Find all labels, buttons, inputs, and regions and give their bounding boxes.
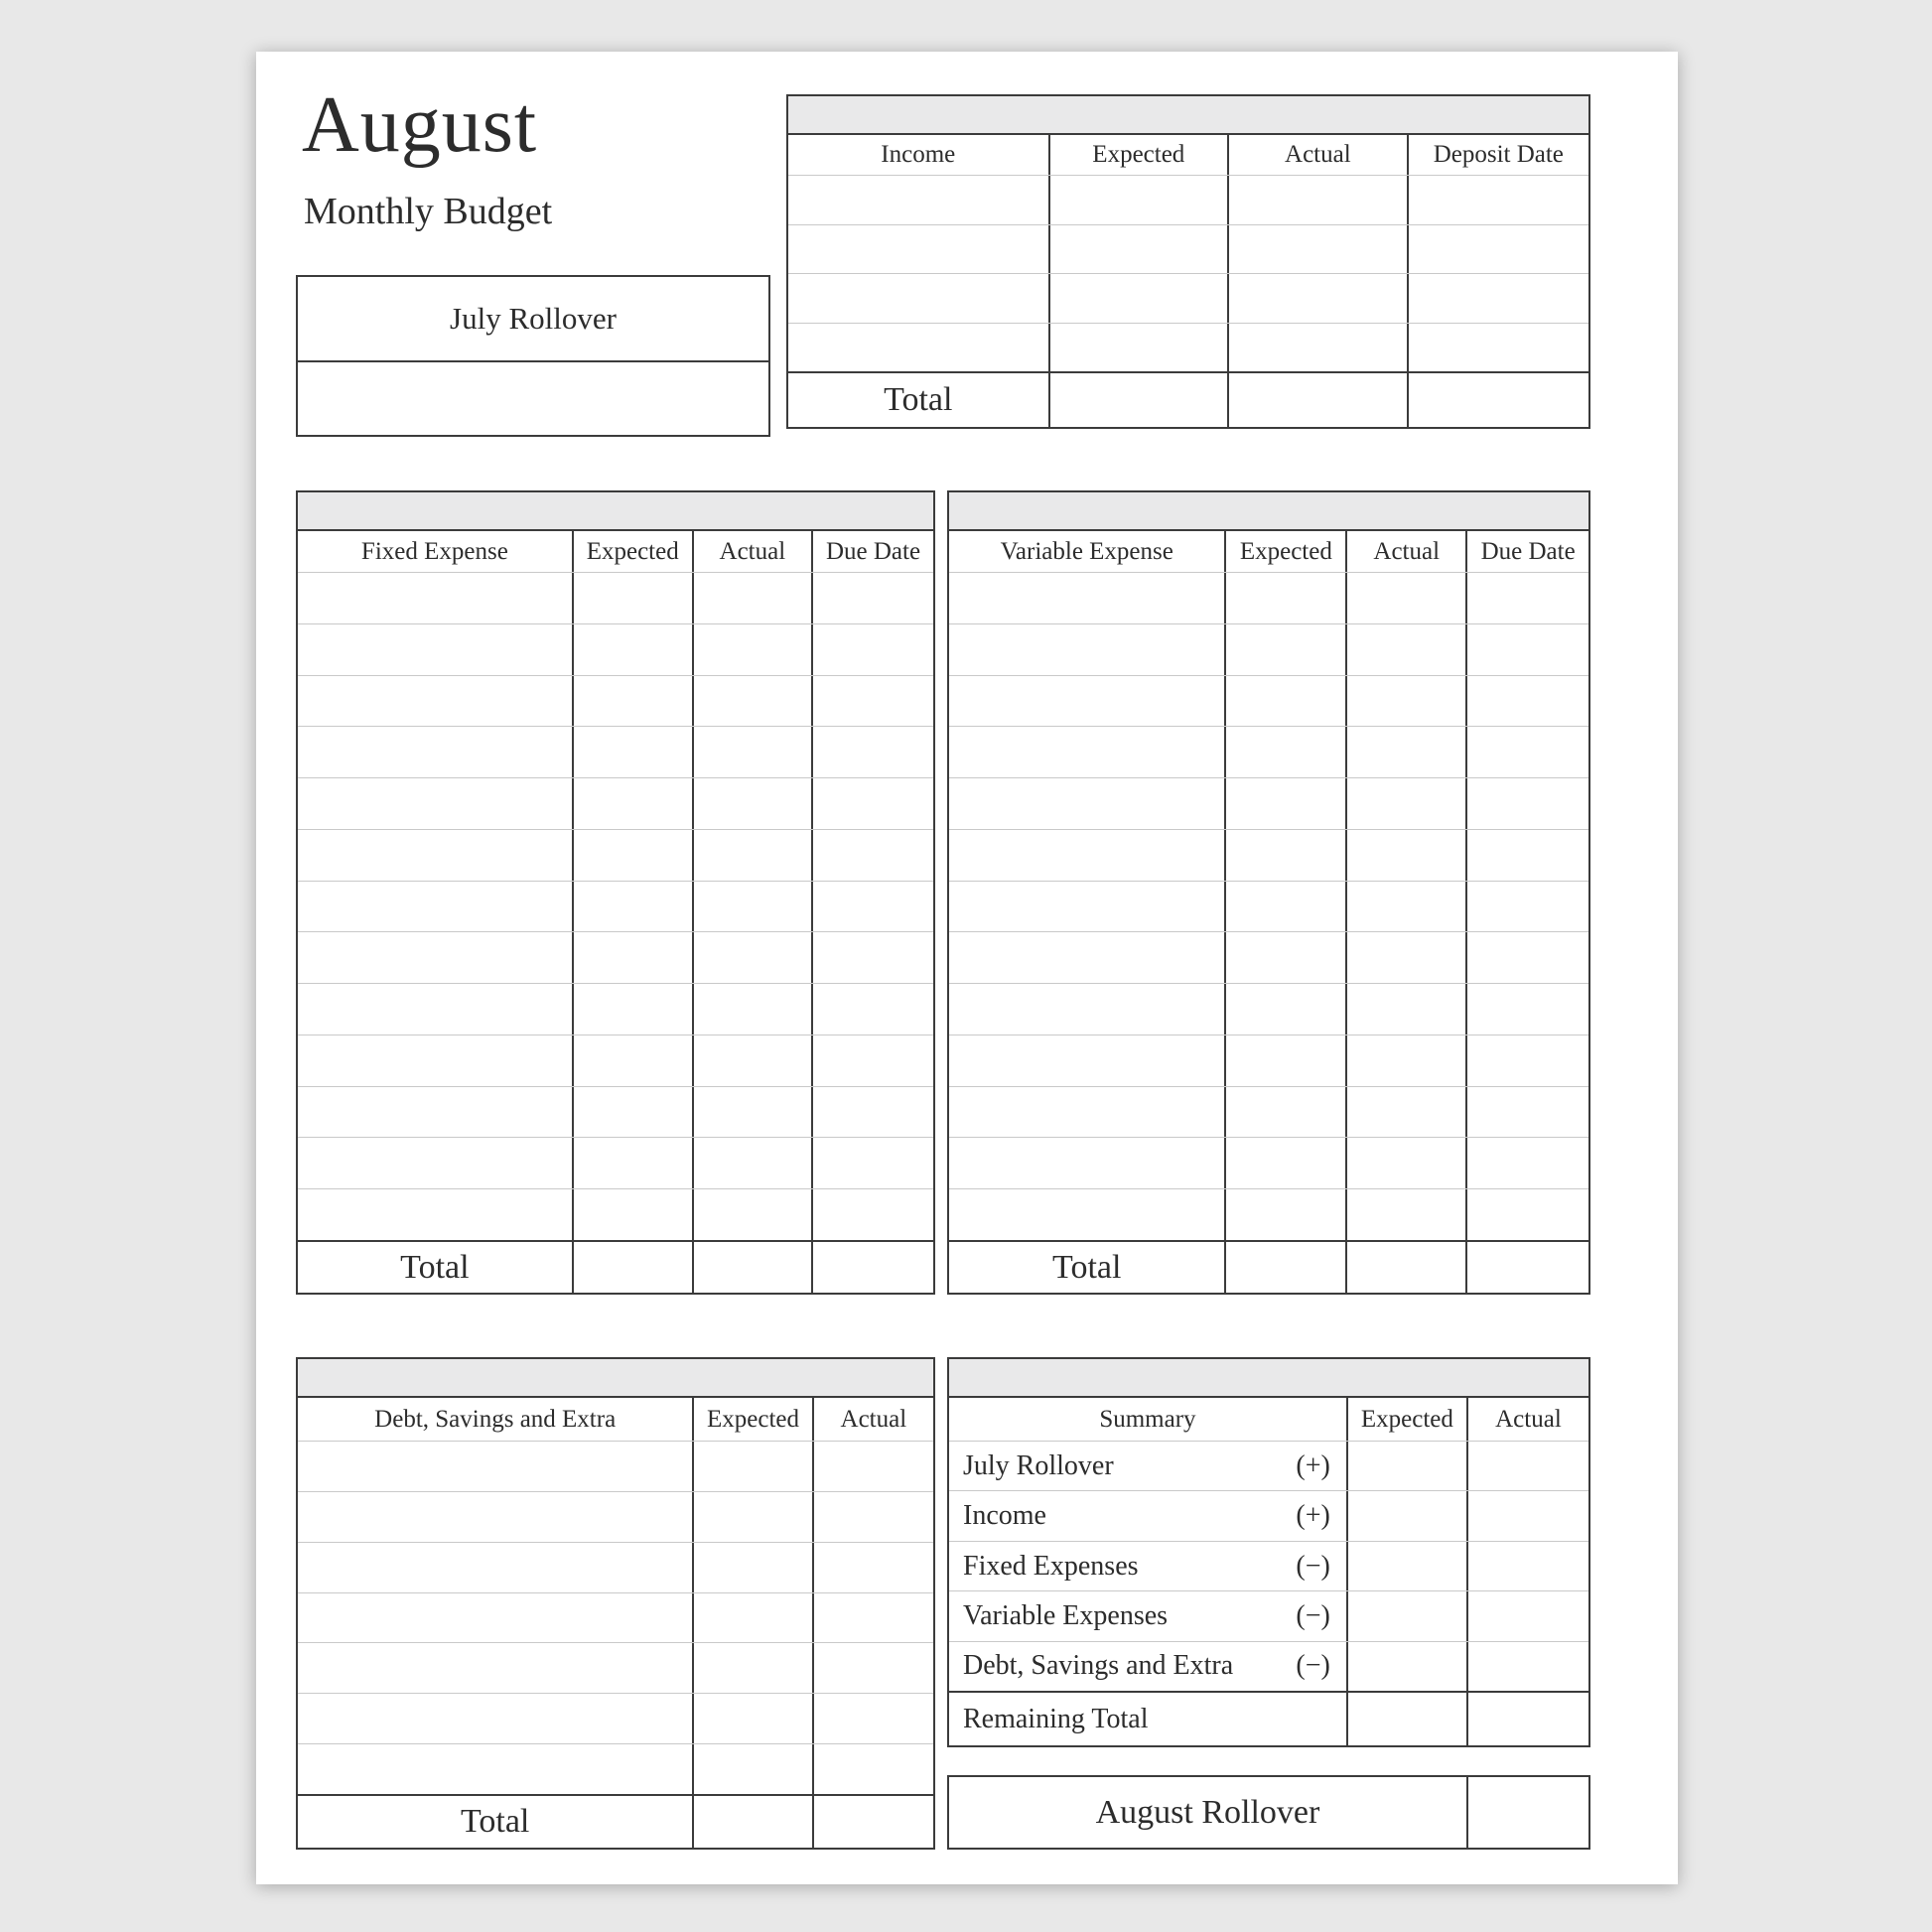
input-cell — [298, 830, 574, 881]
column-header-debt-savings-extra: Debt, Savings and Extra — [298, 1398, 694, 1441]
column-header-income: Income — [788, 135, 1050, 175]
input-cell — [298, 984, 574, 1035]
total-label: Total — [298, 1242, 574, 1293]
table-row — [298, 676, 933, 728]
input-cell — [813, 830, 933, 881]
input-cell — [298, 778, 574, 829]
table-row — [298, 573, 933, 624]
total-value-cell — [694, 1796, 813, 1848]
column-header-actual: Actual — [1347, 531, 1467, 572]
input-cell — [1226, 624, 1347, 675]
input-cell — [1468, 1693, 1588, 1745]
table-row — [298, 1593, 933, 1644]
total-label: Total — [298, 1796, 694, 1848]
table-row — [298, 1087, 933, 1139]
input-cell — [1409, 274, 1588, 323]
input-cell — [949, 1087, 1226, 1138]
column-header-due-date: Due Date — [825, 537, 921, 565]
summary-row-sign: (+) — [1296, 1449, 1330, 1481]
input-cell — [1467, 727, 1588, 777]
table-row — [949, 984, 1588, 1035]
table-row — [949, 882, 1588, 933]
table-row — [298, 1694, 933, 1744]
summary-rows — [949, 1442, 1588, 1691]
input-cell — [949, 882, 1226, 932]
input-cell — [813, 1138, 933, 1188]
input-cell — [949, 1035, 1226, 1086]
input-cell — [788, 225, 1050, 274]
table-row — [949, 676, 1588, 728]
input-cell — [1226, 573, 1347, 623]
summary-row — [949, 1642, 1588, 1691]
summary-row-label: Variable Expenses — [963, 1599, 1169, 1631]
debt-table-header-row — [298, 1398, 933, 1442]
input-cell — [574, 1138, 694, 1188]
income-table-header-band — [788, 96, 1588, 135]
input-cell — [574, 676, 694, 727]
input-cell — [1050, 274, 1230, 323]
column-header-actual: Actual — [1229, 135, 1409, 175]
input-cell — [298, 1442, 694, 1491]
table-row — [788, 176, 1588, 225]
input-cell — [1347, 1035, 1467, 1086]
input-cell — [788, 324, 1050, 372]
input-cell — [814, 1643, 933, 1693]
column-header-expected: Expected — [1348, 1398, 1468, 1441]
column-header-expected: Expected — [1050, 135, 1230, 175]
input-cell — [1468, 1542, 1588, 1590]
table-row — [788, 274, 1588, 324]
input-cell — [298, 1643, 694, 1693]
input-cell — [298, 1035, 574, 1086]
fixed-expense-table — [296, 490, 935, 1295]
input-cell — [949, 778, 1226, 829]
input-cell — [574, 830, 694, 881]
table-row — [298, 727, 933, 778]
fixed-table-rows — [298, 573, 933, 1240]
input-cell — [949, 830, 1226, 881]
input-cell — [813, 778, 933, 829]
input-cell — [694, 1087, 813, 1138]
input-cell — [694, 1593, 813, 1643]
summary-row-label-cell — [949, 1642, 1348, 1691]
summary-row-sign: (−) — [1296, 1550, 1330, 1582]
summary-row — [949, 1591, 1588, 1641]
table-row — [949, 1189, 1588, 1240]
input-cell — [949, 573, 1226, 623]
input-cell — [694, 573, 813, 623]
income-table-rows — [788, 176, 1588, 371]
total-value-cell — [1226, 1242, 1347, 1293]
input-cell — [298, 1593, 694, 1643]
input-cell — [1468, 1442, 1588, 1490]
input-cell — [1229, 274, 1409, 323]
fixed-total-row — [298, 1240, 933, 1293]
input-cell — [574, 984, 694, 1035]
input-cell — [1409, 225, 1588, 274]
table-row — [298, 1643, 933, 1694]
input-cell — [1226, 1087, 1347, 1138]
input-cell — [694, 1643, 813, 1693]
table-row — [298, 778, 933, 830]
total-value-cell — [574, 1242, 694, 1293]
input-cell — [574, 932, 694, 983]
input-cell — [1348, 1542, 1468, 1590]
input-cell — [1347, 778, 1467, 829]
input-cell — [813, 1189, 933, 1240]
input-cell — [1468, 1491, 1588, 1540]
input-cell — [1226, 727, 1347, 777]
input-cell — [949, 676, 1226, 727]
table-row — [298, 830, 933, 882]
summary-row — [949, 1442, 1588, 1491]
fixed-table-header-row — [298, 531, 933, 573]
summary-row — [949, 1491, 1588, 1541]
debt-table-rows — [298, 1442, 933, 1794]
input-cell — [949, 984, 1226, 1035]
input-cell — [949, 727, 1226, 777]
input-cell — [298, 932, 574, 983]
input-cell — [1226, 778, 1347, 829]
remaining-total-label: Remaining Total — [949, 1693, 1348, 1745]
input-cell — [1467, 1087, 1588, 1138]
input-cell — [813, 932, 933, 983]
variable-table-header-band — [949, 492, 1588, 531]
input-cell — [1226, 1138, 1347, 1188]
summary-row-sign: (+) — [1296, 1500, 1330, 1532]
input-cell — [574, 882, 694, 932]
column-header-due-date: Due Date — [1480, 537, 1576, 565]
summary-row-label: Debt, Savings and Extra — [963, 1650, 1234, 1682]
input-cell — [1347, 984, 1467, 1035]
page-subtitle: Monthly Budget — [304, 191, 553, 232]
input-cell — [694, 1694, 813, 1743]
table-row — [949, 727, 1588, 778]
table-row — [298, 984, 933, 1035]
july-rollover-value-cell — [298, 362, 768, 435]
total-value-cell — [694, 1242, 813, 1293]
input-cell — [1468, 1642, 1588, 1691]
input-cell — [1409, 324, 1588, 372]
table-row — [298, 882, 933, 933]
table-row — [788, 324, 1588, 372]
column-header-summary: Summary — [949, 1398, 1348, 1441]
variable-expense-table — [947, 490, 1590, 1295]
input-cell — [694, 1543, 813, 1592]
input-cell — [1229, 324, 1409, 372]
input-cell — [574, 1189, 694, 1240]
table-row — [298, 1189, 933, 1240]
income-table-header-row — [788, 135, 1588, 176]
input-cell — [298, 573, 574, 623]
input-cell — [694, 778, 813, 829]
input-cell — [949, 624, 1226, 675]
input-cell — [1347, 1087, 1467, 1138]
input-cell — [1409, 176, 1588, 224]
table-row — [298, 624, 933, 676]
input-cell — [298, 1744, 694, 1794]
planner-page — [256, 52, 1678, 1884]
input-cell — [694, 1035, 813, 1086]
input-cell — [813, 727, 933, 777]
summary-row-label: July Rollover — [963, 1449, 1114, 1481]
summary-table-header-band — [949, 1359, 1588, 1398]
total-value-cell — [1229, 373, 1409, 427]
input-cell — [1467, 624, 1588, 675]
summary-row-sign: (−) — [1296, 1599, 1330, 1631]
input-cell — [694, 830, 813, 881]
table-row — [298, 1492, 933, 1543]
input-cell — [1467, 1189, 1588, 1240]
input-cell — [1229, 176, 1409, 224]
table-row — [298, 932, 933, 984]
table-row — [949, 1087, 1588, 1139]
column-header-fixed-expense: Fixed Expense — [298, 531, 574, 572]
input-cell — [814, 1442, 933, 1491]
input-cell — [1050, 176, 1230, 224]
variable-table-header-row — [949, 531, 1588, 573]
input-cell — [1467, 1138, 1588, 1188]
input-cell — [694, 984, 813, 1035]
input-cell — [298, 1138, 574, 1188]
input-cell — [298, 727, 574, 777]
total-value-cell — [814, 1796, 933, 1848]
input-cell — [1467, 676, 1588, 727]
total-label: Total — [788, 373, 1050, 427]
remaining-total-row — [949, 1691, 1588, 1745]
input-cell — [694, 676, 813, 727]
july-rollover-box — [296, 275, 770, 437]
input-cell — [298, 1543, 694, 1592]
input-cell — [813, 984, 933, 1035]
input-cell — [814, 1593, 933, 1643]
input-cell — [1467, 573, 1588, 623]
table-row — [298, 1744, 933, 1794]
column-header-expected: Expected — [694, 1398, 813, 1441]
input-cell — [1226, 984, 1347, 1035]
input-cell — [1229, 225, 1409, 274]
august-rollover-value-cell — [1468, 1777, 1588, 1848]
input-cell — [298, 1189, 574, 1240]
input-cell — [574, 624, 694, 675]
table-row — [298, 1442, 933, 1492]
table-row — [298, 1138, 933, 1189]
total-value-cell — [1467, 1242, 1588, 1293]
input-cell — [574, 727, 694, 777]
total-value-cell — [1050, 373, 1230, 427]
column-header-actual: Actual — [840, 1405, 907, 1433]
input-cell — [1347, 1189, 1467, 1240]
input-cell — [574, 1035, 694, 1086]
column-header-actual: Actual — [1495, 1405, 1562, 1433]
input-cell — [1467, 778, 1588, 829]
input-cell — [694, 1492, 813, 1542]
input-cell — [694, 1138, 813, 1188]
table-row — [949, 1035, 1588, 1087]
input-cell — [1467, 984, 1588, 1035]
input-cell — [813, 1035, 933, 1086]
input-cell — [813, 573, 933, 623]
table-row — [949, 932, 1588, 984]
table-row — [949, 624, 1588, 676]
input-cell — [1050, 225, 1230, 274]
input-cell — [813, 624, 933, 675]
input-cell — [298, 1492, 694, 1542]
august-rollover-label: August Rollover — [949, 1777, 1468, 1848]
input-cell — [1347, 624, 1467, 675]
input-cell — [1226, 882, 1347, 932]
input-cell — [1347, 830, 1467, 881]
input-cell — [694, 882, 813, 932]
input-cell — [813, 882, 933, 932]
input-cell — [1226, 830, 1347, 881]
input-cell — [694, 1189, 813, 1240]
input-cell — [1226, 932, 1347, 983]
debt-total-row — [298, 1794, 933, 1848]
input-cell — [1226, 1035, 1347, 1086]
table-row — [298, 1035, 933, 1087]
input-cell — [1348, 1591, 1468, 1640]
column-header-actual: Actual — [694, 531, 813, 572]
input-cell — [1468, 1591, 1588, 1640]
input-cell — [694, 932, 813, 983]
total-value-cell — [1347, 1242, 1467, 1293]
table-row — [298, 1543, 933, 1593]
input-cell — [813, 1087, 933, 1138]
input-cell — [1226, 1189, 1347, 1240]
input-cell — [814, 1543, 933, 1592]
input-cell — [1467, 932, 1588, 983]
summary-row-label-cell — [949, 1491, 1348, 1540]
summary-row-label-cell — [949, 1542, 1348, 1590]
input-cell — [694, 1744, 813, 1794]
total-value-cell — [813, 1242, 933, 1293]
input-cell — [814, 1744, 933, 1794]
input-cell — [694, 624, 813, 675]
page-title: August — [302, 81, 538, 169]
column-header-variable-expense: Variable Expense — [949, 531, 1226, 572]
input-cell — [814, 1492, 933, 1542]
input-cell — [1348, 1491, 1468, 1540]
income-total-row — [788, 371, 1588, 427]
input-cell — [694, 727, 813, 777]
input-cell — [1050, 324, 1230, 372]
table-row — [788, 225, 1588, 275]
input-cell — [1347, 1138, 1467, 1188]
input-cell — [788, 176, 1050, 224]
input-cell — [1347, 573, 1467, 623]
summary-row-label: Income — [963, 1500, 1046, 1532]
input-cell — [298, 624, 574, 675]
summary-row-label-cell — [949, 1591, 1348, 1640]
input-cell — [298, 1694, 694, 1743]
input-cell — [1347, 882, 1467, 932]
input-cell — [949, 1189, 1226, 1240]
input-cell — [949, 1138, 1226, 1188]
debt-savings-table — [296, 1357, 935, 1850]
august-rollover-box — [947, 1775, 1590, 1850]
input-cell — [1347, 676, 1467, 727]
summary-table-header-row — [949, 1398, 1588, 1442]
table-row — [949, 778, 1588, 830]
total-label: Total — [949, 1242, 1226, 1293]
fixed-table-header-band — [298, 492, 933, 531]
input-cell — [1467, 1035, 1588, 1086]
input-cell — [1467, 882, 1588, 932]
summary-table — [947, 1357, 1590, 1747]
summary-row — [949, 1542, 1588, 1591]
column-header-deposit-date: Deposit Date — [1433, 141, 1564, 168]
input-cell — [1467, 830, 1588, 881]
total-value-cell — [1409, 373, 1588, 427]
input-cell — [298, 1087, 574, 1138]
variable-total-row — [949, 1240, 1588, 1293]
input-cell — [1348, 1442, 1468, 1490]
input-cell — [574, 573, 694, 623]
input-cell — [574, 1087, 694, 1138]
input-cell — [1348, 1693, 1468, 1745]
input-cell — [1347, 727, 1467, 777]
debt-table-header-band — [298, 1359, 933, 1398]
column-header-expected: Expected — [1226, 531, 1347, 572]
input-cell — [814, 1694, 933, 1743]
input-cell — [298, 882, 574, 932]
summary-row-sign: (−) — [1296, 1650, 1330, 1682]
summary-row-label-cell — [949, 1442, 1348, 1490]
input-cell — [298, 676, 574, 727]
summary-row-label: Fixed Expenses — [963, 1550, 1139, 1582]
table-row — [949, 830, 1588, 882]
input-cell — [788, 274, 1050, 323]
income-table — [786, 94, 1590, 429]
input-cell — [1347, 932, 1467, 983]
input-cell — [813, 676, 933, 727]
input-cell — [694, 1442, 813, 1491]
input-cell — [1226, 676, 1347, 727]
input-cell — [574, 778, 694, 829]
input-cell — [1348, 1642, 1468, 1691]
table-row — [949, 1138, 1588, 1189]
table-row — [949, 573, 1588, 624]
variable-table-rows — [949, 573, 1588, 1240]
input-cell — [949, 932, 1226, 983]
column-header-expected: Expected — [574, 531, 694, 572]
july-rollover-label: July Rollover — [298, 277, 768, 362]
